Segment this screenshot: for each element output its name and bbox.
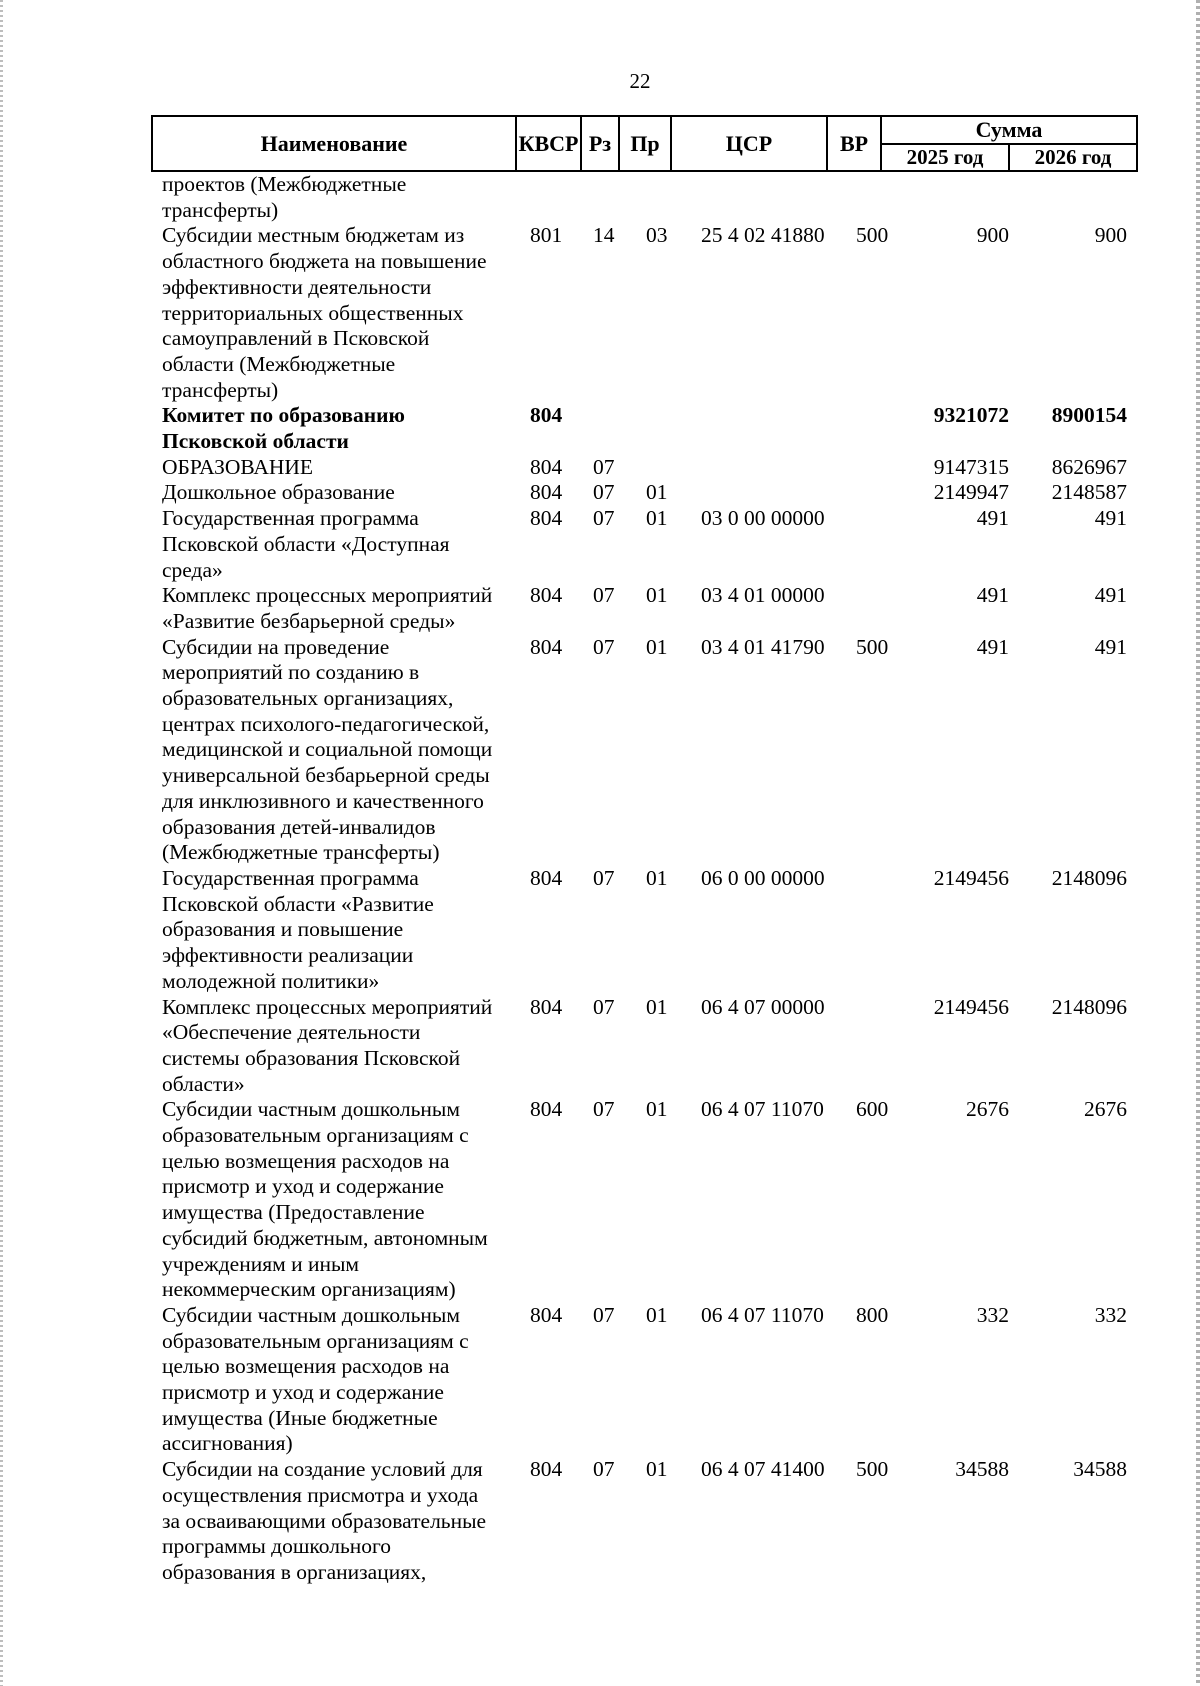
row-name-line: областного бюджета на повышение: [162, 249, 487, 274]
row-name-line: программы дошкольного: [162, 1534, 392, 1559]
cell-kvsr: 804: [530, 506, 563, 531]
cell-csr: 03 4 01 00000: [701, 583, 825, 608]
row-name-line: области»: [162, 1071, 245, 1096]
table-row: [0, 223, 1200, 403]
cell-pr: 01: [646, 583, 668, 608]
cell-sum-2026: 8900154: [1051, 403, 1127, 428]
cell-rz: 07: [593, 1457, 615, 1482]
header-year-2025: 2025 год: [880, 143, 1010, 172]
cell-sum-2026: 491: [1094, 506, 1127, 531]
row-name-line: Комплекс процессных мероприятий: [162, 994, 493, 1019]
cell-rz: 07: [593, 994, 615, 1019]
cell-pr: 03: [646, 223, 668, 248]
row-name-line: ассигнования): [162, 1431, 293, 1456]
row-name-line: имущества (Иные бюджетные: [162, 1405, 438, 1430]
cell-kvsr: 804: [530, 480, 563, 505]
row-name-line: эффективности деятельности: [162, 274, 432, 299]
cell-pr: 01: [646, 994, 668, 1019]
row-name-line: целью возмещения расходов на: [162, 1148, 450, 1173]
cell-rz: 07: [593, 480, 615, 505]
row-name: [162, 172, 507, 223]
row-name-line: образования детей-инвалидов: [162, 814, 436, 839]
row-name-line: Субсидии частным дошкольным: [162, 1097, 460, 1122]
cell-sum-2025: 2149456: [933, 865, 1009, 890]
row-name-line: среда»: [162, 557, 223, 582]
table-row: [0, 172, 1200, 223]
cell-sum-2026: 8626967: [1051, 454, 1127, 479]
cell-csr: 06 4 07 11070: [701, 1097, 824, 1122]
cell-vr: 500: [856, 223, 889, 248]
table-row: [0, 995, 1200, 1098]
row-name-line: Субсидии местным бюджетам из: [162, 223, 465, 248]
cell-rz: 07: [593, 1097, 615, 1122]
row-name-line: осуществления присмотра и ухода: [162, 1482, 479, 1507]
row-name-line: Субсидии частным дошкольным: [162, 1302, 460, 1327]
row-name: [162, 583, 507, 634]
cell-sum-2026: 2148587: [1051, 480, 1127, 505]
header-name: Наименование: [151, 115, 517, 172]
cell-rz: 07: [593, 865, 615, 890]
table-row: [0, 866, 1200, 995]
cell-csr: 06 4 07 41400: [701, 1457, 825, 1482]
row-name-line: Комплекс процессных мероприятий: [162, 583, 493, 608]
cell-sum-2025: 491: [976, 634, 1009, 659]
cell-vr: 600: [856, 1097, 889, 1122]
row-name-line: системы образования Псковской: [162, 1045, 461, 1070]
cell-pr: 01: [646, 1302, 668, 1327]
row-name: [162, 1457, 507, 1586]
row-name-line: универсальной безбарьерной среды: [162, 763, 490, 788]
table-row: [0, 1303, 1200, 1457]
table-row: [0, 455, 1200, 481]
row-name: [162, 403, 507, 454]
cell-rz: 07: [593, 454, 615, 479]
cell-sum-2025: 2149456: [933, 994, 1009, 1019]
cell-pr: 01: [646, 865, 668, 890]
cell-kvsr: 804: [530, 865, 563, 890]
row-name-line: самоуправлений в Псковской: [162, 326, 430, 351]
row-name-line: «Развитие безбарьерной среды»: [162, 608, 456, 633]
cell-sum-2025: 2676: [966, 1097, 1009, 1122]
row-name-line: имущества (Предоставление: [162, 1200, 425, 1225]
row-name-line: присмотр и уход и содержание: [162, 1380, 444, 1405]
cell-sum-2026: 900: [1094, 223, 1127, 248]
cell-csr: 06 4 07 00000: [701, 994, 825, 1019]
cell-rz: 14: [593, 223, 615, 248]
cell-vr: 800: [856, 1302, 889, 1327]
cell-sum-2025: 491: [976, 583, 1009, 608]
row-name-line: образования в организациях,: [162, 1559, 427, 1584]
cell-sum-2026: 2676: [1084, 1097, 1127, 1122]
row-name-line: «Обеспечение деятельности: [162, 1020, 421, 1045]
table-header: [151, 115, 1138, 172]
cell-pr: 01: [646, 1097, 668, 1122]
table-row: [0, 480, 1200, 506]
row-name-line: эффективности реализации: [162, 943, 414, 968]
row-name-line: Дошкольное образование: [162, 480, 395, 505]
row-name-line: территориальных общественных: [162, 300, 464, 325]
cell-csr: 25 4 02 41880: [701, 223, 825, 248]
row-name-line: трансферты): [162, 377, 279, 402]
cell-csr: 03 0 00 00000: [701, 506, 825, 531]
cell-sum-2025: 9147315: [933, 454, 1009, 479]
row-name-line: некоммерческим организациям): [162, 1277, 456, 1302]
cell-kvsr: 804: [530, 1302, 563, 1327]
row-name: [162, 506, 507, 583]
row-name-line: за осваивающими образовательные: [162, 1508, 487, 1533]
cell-pr: 01: [646, 634, 668, 659]
row-name: [162, 635, 507, 866]
table-row: [0, 583, 1200, 634]
row-name-line: (Межбюджетные трансферты): [162, 840, 440, 865]
cell-sum-2025: 332: [976, 1302, 1009, 1327]
row-name-line: трансферты): [162, 197, 279, 222]
row-name-line: мероприятий по созданию в: [162, 660, 420, 685]
cell-csr: 03 4 01 41790: [701, 634, 825, 659]
row-name: [162, 455, 507, 481]
row-name-line: Псковской области «Доступная: [162, 531, 450, 556]
row-name-line: для инклюзивного и качественного: [162, 788, 484, 813]
row-name-line: Комитет по образованию: [162, 403, 405, 428]
header-summa: Сумма: [880, 115, 1138, 145]
cell-sum-2025: 34588: [955, 1457, 1009, 1482]
cell-kvsr: 804: [530, 403, 563, 428]
row-name: [162, 223, 507, 403]
row-name: [162, 480, 507, 506]
row-name: [162, 866, 507, 995]
header-csr: ЦСР: [670, 115, 828, 172]
cell-sum-2025: 900: [976, 223, 1009, 248]
cell-kvsr: 801: [530, 223, 563, 248]
header-year-2026: 2026 год: [1008, 143, 1138, 172]
header-vr: ВР: [826, 115, 882, 172]
row-name-line: Субсидии на создание условий для: [162, 1457, 483, 1482]
cell-kvsr: 804: [530, 994, 563, 1019]
cell-sum-2026: 2148096: [1051, 865, 1127, 890]
table-row: [0, 403, 1200, 454]
cell-sum-2025: 2149947: [933, 480, 1009, 505]
row-name-line: Государственная программа: [162, 865, 419, 890]
page-number: 22: [629, 69, 651, 93]
row-name-line: целью возмещения расходов на: [162, 1354, 450, 1379]
table-body: [0, 172, 1200, 1586]
cell-rz: 07: [593, 583, 615, 608]
cell-csr: 06 0 00 00000: [701, 865, 825, 890]
row-name: [162, 1097, 507, 1303]
header-pr: Пр: [618, 115, 672, 172]
cell-sum-2026: 332: [1094, 1302, 1127, 1327]
row-name-line: присмотр и уход и содержание: [162, 1174, 444, 1199]
cell-rz: 07: [593, 506, 615, 531]
cell-sum-2026: 34588: [1073, 1457, 1127, 1482]
row-name-line: образовательным организациям с: [162, 1328, 469, 1353]
row-name: [162, 1303, 507, 1457]
row-name-line: медицинской и социальной помощи: [162, 737, 493, 762]
cell-sum-2026: 2148096: [1051, 994, 1127, 1019]
cell-pr: 01: [646, 480, 668, 505]
row-name-line: учреждениям и иным: [162, 1251, 360, 1276]
cell-pr: 01: [646, 1457, 668, 1482]
table-row: [0, 1097, 1200, 1303]
row-name-line: образования и повышение: [162, 917, 404, 942]
table-row: [0, 635, 1200, 866]
row-name-line: области (Межбюджетные: [162, 351, 396, 376]
row-name-line: проектов (Межбюджетные: [162, 172, 407, 196]
cell-vr: 500: [856, 1457, 889, 1482]
row-name-line: Государственная программа: [162, 506, 419, 531]
cell-kvsr: 804: [530, 1097, 563, 1122]
row-name-line: Псковской области: [162, 429, 349, 454]
row-name-line: Псковской области «Развитие: [162, 891, 434, 916]
table-row: [0, 1457, 1200, 1586]
header-rz: Рз: [580, 115, 620, 172]
row-name-line: центрах психолого-педагогической,: [162, 711, 490, 736]
cell-sum-2025: 491: [976, 506, 1009, 531]
cell-kvsr: 804: [530, 454, 563, 479]
table-row: [0, 506, 1200, 583]
cell-csr: 06 4 07 11070: [701, 1302, 824, 1327]
cell-kvsr: 804: [530, 1457, 563, 1482]
row-name-line: ОБРАЗОВАНИЕ: [162, 454, 314, 479]
cell-kvsr: 804: [530, 634, 563, 659]
header-kvsr: КВСР: [515, 115, 582, 172]
cell-rz: 07: [593, 634, 615, 659]
cell-rz: 07: [593, 1302, 615, 1327]
row-name-line: образовательных организациях,: [162, 686, 454, 711]
cell-pr: 01: [646, 506, 668, 531]
cell-sum-2026: 491: [1094, 634, 1127, 659]
cell-sum-2026: 491: [1094, 583, 1127, 608]
cell-sum-2025: 9321072: [933, 403, 1009, 428]
row-name-line: Субсидии на проведение: [162, 634, 390, 659]
cell-kvsr: 804: [530, 583, 563, 608]
cell-vr: 500: [856, 634, 889, 659]
row-name-line: образовательным организациям с: [162, 1123, 469, 1148]
row-name-line: молодежной политики»: [162, 968, 380, 993]
row-name: [162, 995, 507, 1098]
row-name-line: субсидий бюджетным, автономным: [162, 1225, 488, 1250]
